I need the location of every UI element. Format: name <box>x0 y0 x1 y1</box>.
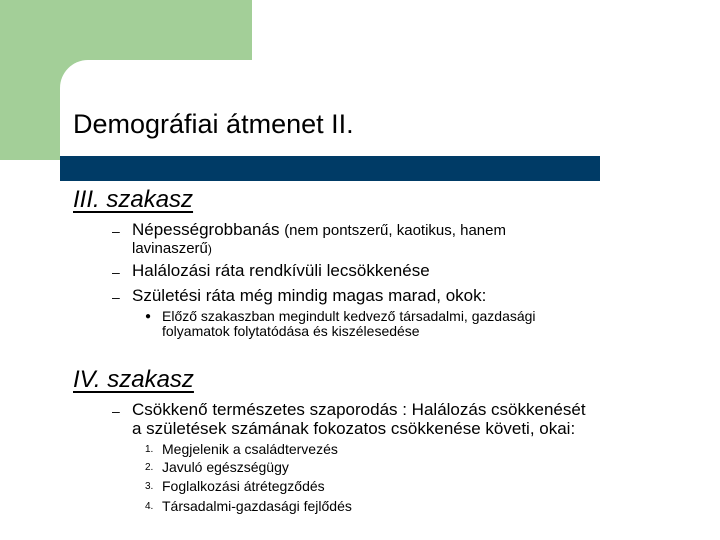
section-heading-iv: IV. szakasz <box>73 366 194 393</box>
sub-item-line: Előző szakaszban megindult kedvező társadalmi, gazdasági <box>162 308 536 324</box>
sub-item-line: folyamatok folytatódása és kiszélesedése <box>162 323 420 339</box>
numbered-item: Társadalmi-gazdasági fejlődés <box>162 498 352 514</box>
list-item-aside: (nem pontszerű, kaotikus, hanem <box>284 222 506 239</box>
list-item-mortality: Halálozási ráta rendkívüli lecsökkenése <box>132 261 430 280</box>
slide-title: Demográfiai átmenet II. <box>73 109 354 139</box>
title-divider-bar <box>60 156 600 181</box>
list-item-aside: lavinaszerű <box>132 240 208 257</box>
section-heading-iii: III. szakasz <box>73 186 194 213</box>
list-number: 2. <box>145 462 154 473</box>
numbered-item: Megjelenik a családtervezés <box>162 441 338 457</box>
list-number: 1. <box>145 444 154 455</box>
dash-marker: – <box>112 264 120 280</box>
list-item-continuation <box>132 238 212 259</box>
list-item-birth-rate: Születési ráta még mindig magas marad, okok: <box>132 286 487 305</box>
list-item-continuation: a születések számának fokozatos csökkenése követi, okai: <box>132 419 576 438</box>
list-number: 3. <box>145 481 154 492</box>
dash-marker: – <box>112 223 120 239</box>
numbered-item: Foglalkozási átrétegződés <box>162 478 325 494</box>
list-item-aside-end: ) <box>207 242 212 256</box>
dash-marker: – <box>112 403 120 419</box>
list-item-natural-increase: Csökkenő természetes szaporodás : Halálozás csökkenését <box>132 400 586 419</box>
bullet-marker: ● <box>145 311 152 322</box>
dash-marker: – <box>112 289 120 305</box>
numbered-item: Javuló egészségügy <box>162 459 289 475</box>
list-item-main: Népességrobbanás <box>132 220 280 239</box>
list-number: 4. <box>145 501 154 512</box>
